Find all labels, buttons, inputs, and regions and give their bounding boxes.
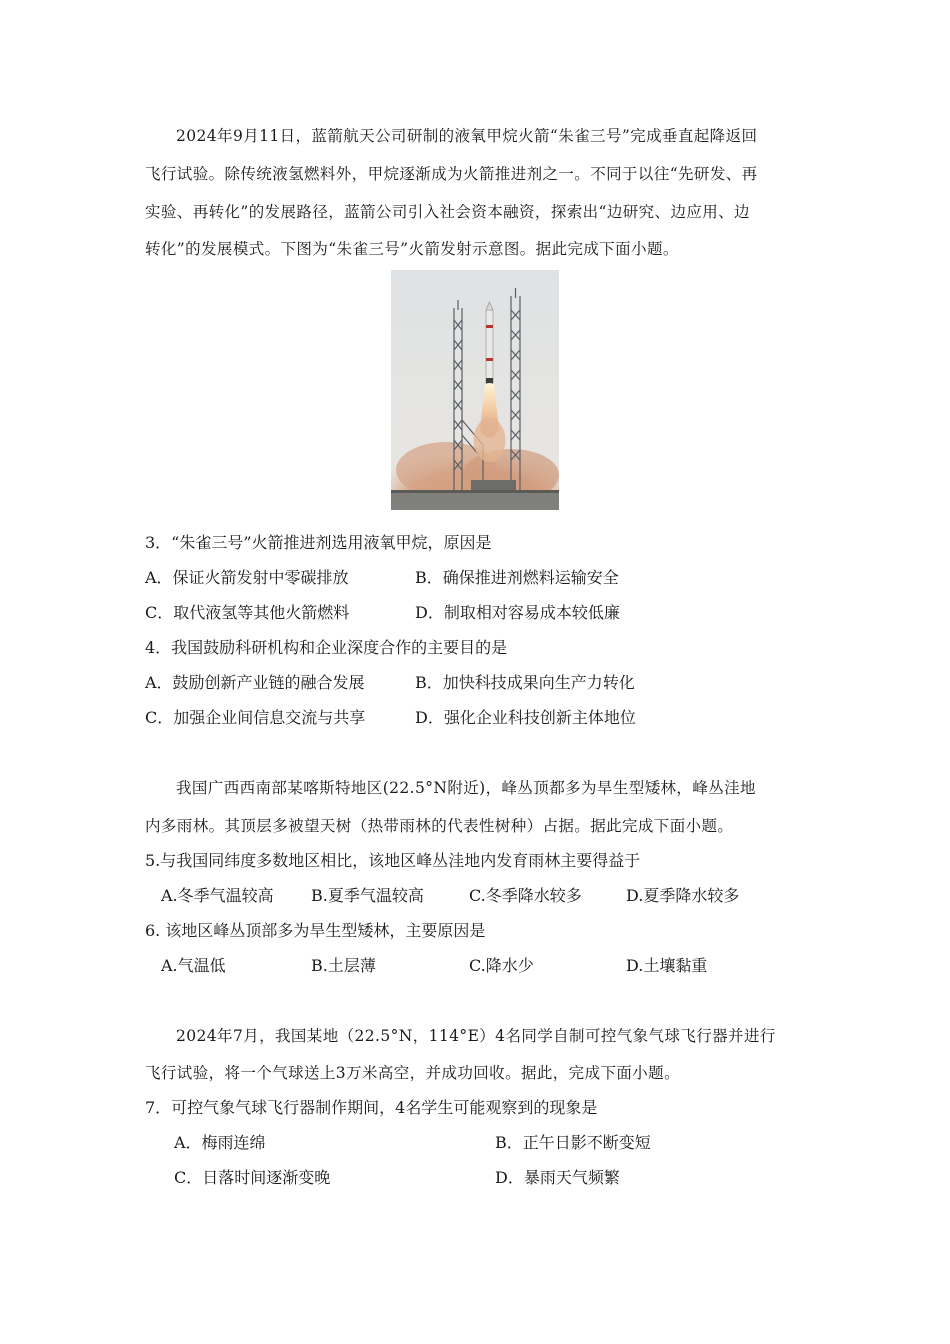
question-5-option-b[interactable]: B.夏季气温较高 xyxy=(311,886,424,905)
passage1-line-1: 2024年9月11日，蓝箭航天公司研制的液氧甲烷火箭“朱雀三号”完成垂直起降返回 xyxy=(176,127,758,145)
passage2-line-2: 内多雨林。其顶层多被望天树（热带雨林的代表性树种）占据。据此完成下面小题。 xyxy=(145,817,734,835)
question-3-option-a[interactable]: A．保证火箭发射中零碳排放 xyxy=(145,568,349,587)
question-3-stem: 3．“朱雀三号”火箭推进剂选用液氧甲烷，原因是 xyxy=(145,533,492,552)
question-5-option-c[interactable]: C.冬季降水较多 xyxy=(469,886,582,905)
passage1-line-4: 转化”的发展模式。下图为“朱雀三号”火箭发射示意图。据此完成下面小题。 xyxy=(145,240,679,258)
question-6-option-d[interactable]: D.土壤黏重 xyxy=(626,956,708,975)
question-4-option-c[interactable]: C．加强企业间信息交流与共享 xyxy=(145,708,366,727)
question-6-option-a[interactable]: A.气温低 xyxy=(161,956,226,975)
question-7-option-b[interactable]: B．正午日影不断变短 xyxy=(495,1133,651,1152)
question-5-stem: 5.与我国同纬度多数地区相比，该地区峰丛洼地内发育雨林主要得益于 xyxy=(145,851,641,870)
question-3-option-d[interactable]: D．制取相对容易成本较低廉 xyxy=(415,603,620,622)
passage3-line-2: 飞行试验，将一个气球送上3万米高空，并成功回收。据此，完成下面小题。 xyxy=(145,1064,680,1082)
question-7-option-c[interactable]: C．日落时间逐渐变晚 xyxy=(174,1168,331,1187)
question-4-option-d[interactable]: D．强化企业科技创新主体地位 xyxy=(415,708,636,727)
passage1-line-3: 实验、再转化”的发展路径，蓝箭公司引入社会资本融资，探索出“边研究、边应用、边 xyxy=(145,203,750,221)
rocket-launch-image xyxy=(391,270,559,510)
question-6-option-b[interactable]: B.土层薄 xyxy=(311,956,376,975)
question-3-option-b[interactable]: B．确保推进剂燃料运输安全 xyxy=(415,568,619,587)
question-7-option-d[interactable]: D．暴雨天气频繁 xyxy=(495,1168,620,1187)
question-4-option-a[interactable]: A．鼓励创新产业链的融合发展 xyxy=(145,673,365,692)
question-5-option-d[interactable]: D.夏季降水较多 xyxy=(626,886,740,905)
question-7-stem: 7．可控气象气球飞行器制作期间，4名学生可能观察到的现象是 xyxy=(145,1098,598,1117)
question-5-option-a[interactable]: A.冬季气温较高 xyxy=(161,886,274,905)
question-6-option-c[interactable]: C.降水少 xyxy=(469,956,534,975)
question-7-option-a[interactable]: A．梅雨连绵 xyxy=(174,1133,266,1152)
passage2-line-1: 我国广西西南部某喀斯特地区(22.5°N附近)，峰丛顶都多为旱生型矮林，峰丛洼地 xyxy=(176,779,756,797)
question-6-stem: 6. 该地区峰丛顶部多为旱生型矮林，主要原因是 xyxy=(145,921,486,940)
passage3-line-1: 2024年7月，我国某地（22.5°N，114°E）4名同学自制可控气象气球飞行器并进行 xyxy=(176,1027,776,1045)
question-4-option-b[interactable]: B．加快科技成果向生产力转化 xyxy=(415,673,635,692)
passage1-line-2: 飞行试验。除传统液氢燃料外，甲烷逐渐成为火箭推进剂之一。不同于以往“先研发、再 xyxy=(145,165,758,183)
question-4-stem: 4．我国鼓励科研机构和企业深度合作的主要目的是 xyxy=(145,638,508,657)
question-3-option-c[interactable]: C．取代液氢等其他火箭燃料 xyxy=(145,603,350,622)
